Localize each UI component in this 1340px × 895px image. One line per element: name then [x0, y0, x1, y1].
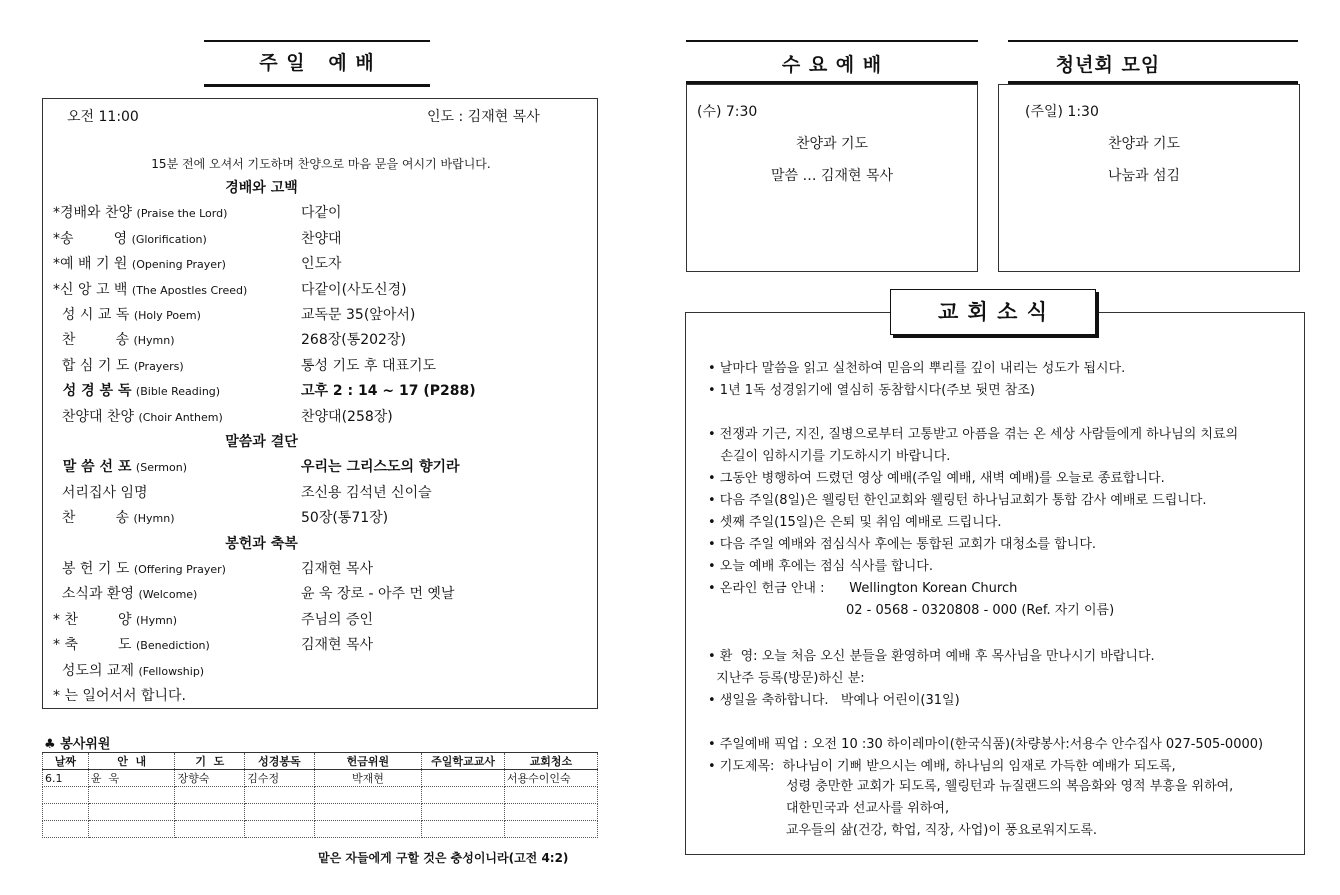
table-cell	[422, 770, 505, 787]
order-item-value: 통성 기도 후 대표기도	[301, 357, 437, 374]
table-cell	[88, 821, 175, 838]
volunteers-title: 봉사위원	[60, 737, 111, 752]
order-item	[53, 456, 593, 480]
table-cell: 서용수이인숙	[504, 770, 597, 787]
table-cell: 6.1	[43, 770, 89, 787]
table-row	[43, 821, 598, 838]
order-item-value: 고후 2 : 14 ~ 17 (P288)	[301, 383, 476, 400]
order-item-label: 봉 헌 기 도	[53, 561, 130, 577]
order-item-value: 50장(통71장)	[301, 510, 389, 527]
order-item-english: (Benediction)	[136, 639, 210, 653]
sunday-service-title: 주 일 예 배	[259, 52, 375, 74]
news-item: • 그동안 병행하여 드렸던 영상 예배(주일 예배, 새벽 예배)를 오늘로 종료합니다.	[708, 471, 1165, 486]
order-item-value: 교독문 35(앞아서)	[301, 307, 416, 323]
wednesday-line-1: 찬양과 기도	[795, 136, 869, 152]
table-header-row	[43, 753, 598, 770]
table-cell: 장향숙	[175, 770, 245, 787]
table-cell	[314, 804, 421, 821]
table-cell	[43, 821, 89, 838]
order-item-english: (Fellowship)	[138, 664, 205, 678]
order-item-value: 268장(통202장)	[301, 332, 406, 349]
order-item	[53, 279, 593, 303]
table-cell: 박재현	[314, 770, 421, 787]
table-header-cell: 기 도	[175, 753, 245, 770]
news-item: • 전쟁과 기근, 지진, 질병으로부터 고통받고 아픔을 겪는 온 세상 사람들에게 하나님의 치료의	[708, 427, 1239, 442]
order-item-label: *경배와 찬양	[53, 205, 133, 222]
order-item-label: * 축 도	[53, 637, 132, 654]
order-item-english: (Glorification)	[131, 232, 207, 246]
order-item	[53, 380, 593, 404]
news-item: 교우들의 삶(건강, 학업, 직장, 사업)이 풍요로워지도록.	[786, 823, 1098, 838]
table-row	[43, 770, 598, 787]
table-cell: 김수정	[245, 770, 314, 787]
order-item-english: (The Apostles Creed)	[131, 283, 248, 297]
news-item: • 다음 주일(8일)은 웰링턴 한인교회와 웰링턴 하나님교회가 통합 감사 예배로 드립니다.	[708, 493, 1207, 508]
table-cell	[422, 787, 505, 804]
table-row	[43, 787, 598, 804]
sunday-order-box	[42, 98, 598, 709]
order-item-english: (Praise the Lord)	[136, 207, 228, 221]
news-item: 02 - 0568 - 0320808 - 000 (Ref. 자기 이름)	[846, 603, 1115, 618]
order-item-value: 다같이	[301, 205, 342, 222]
table-cell	[43, 787, 89, 804]
order-item-value: 김재현 목사	[301, 637, 374, 654]
news-item: • 다음 주일 예배와 점심식사 후에는 통합된 교회가 대청소를 합니다.	[708, 537, 1097, 552]
news-item: • 기도제목: 하나님이 기뻐 받으시는 예배, 하나님의 임재로 가득한 예배가 되도록,	[708, 759, 1176, 774]
order-item-value: 윤 욱 장로 - 아주 먼 옛날	[301, 586, 455, 603]
order-item-value: 찬양대	[301, 230, 342, 247]
table-header-cell: 헌금위원	[314, 753, 421, 770]
order-of-worship	[43, 177, 599, 677]
order-item-english: (Choir Anthem)	[138, 410, 223, 424]
order-item-value: 다같이(사도신경)	[301, 281, 407, 298]
order-item	[53, 482, 593, 506]
table-cell	[175, 804, 245, 821]
table-header-cell: 교회청소	[504, 753, 597, 770]
youth-time: (주일) 1:30	[1025, 104, 1099, 120]
news-item: • 온라인 헌금 안내 : Wellington Korean Church	[708, 581, 1018, 596]
wednesday-time: (수) 7:30	[697, 104, 758, 120]
order-item	[53, 634, 593, 658]
table-cell	[88, 804, 175, 821]
table-cell	[314, 787, 421, 804]
news-item: • 생일을 축하합니다. 박예나 어린이(31일)	[708, 693, 960, 708]
order-item	[53, 355, 593, 379]
order-item-label: 합 심 기 도	[53, 357, 130, 374]
news-item: • 환 영: 오늘 처음 오신 분들을 환영하며 예배 후 목사님을 만나시기 바랍니다.	[708, 649, 1155, 664]
order-item-value: 김재현 목사	[301, 561, 374, 577]
sunday-title-rule-top	[204, 40, 430, 42]
news-item: • 셋째 주일(15일)은 은퇴 및 취임 예배로 드립니다.	[708, 515, 1002, 530]
table-cell	[504, 787, 597, 804]
order-item	[53, 558, 593, 582]
table-header-cell: 안 내	[88, 753, 175, 770]
table-cell	[422, 804, 505, 821]
church-news-box	[685, 312, 1305, 855]
order-item	[53, 304, 593, 328]
order-item	[53, 609, 593, 633]
news-item: 대한민국과 선교사를 위하여,	[786, 801, 950, 816]
church-news-title: 교 회 소 식	[937, 300, 1049, 324]
news-item: • 오늘 예배 후에는 점심 식사를 합니다.	[708, 559, 933, 574]
table-cell	[504, 804, 597, 821]
order-item	[53, 583, 593, 607]
news-item: • 주일예배 픽업 : 오전 10 :30 하이레마이(한국식품)(차량봉사:서용수 안수집사 027-505-0000)	[708, 737, 1264, 752]
news-title-frame	[890, 289, 1096, 335]
order-item-label: 찬양대 찬양	[53, 408, 134, 425]
table-header-cell: 성경봉독	[245, 753, 314, 770]
youth-title-rule-top	[1008, 40, 1298, 42]
table-cell	[422, 821, 505, 838]
news-item: 성령 충만한 교회가 되도록, 웰링턴과 뉴질랜드의 복음화와 영적 부흥을 위하여,	[786, 779, 1234, 794]
order-item-english: (Sermon)	[135, 461, 188, 475]
wednesday-line-2: 말씀 … 김재현 목사	[770, 168, 894, 184]
order-item-label: 성 경 봉 독	[53, 383, 132, 400]
order-item-label: 서리집사 임명	[53, 484, 148, 501]
volunteers-heading	[44, 733, 110, 752]
order-item-english: (Hymn)	[136, 613, 178, 627]
wednesday-title-rule-top	[686, 40, 978, 42]
order-item	[53, 406, 593, 430]
order-item-english: (Prayers)	[133, 359, 184, 373]
table-cell	[245, 821, 314, 838]
order-item-label: 찬 송	[53, 332, 130, 349]
club-icon: ♣	[44, 737, 56, 752]
order-item-english: (Opening Prayer)	[131, 258, 226, 272]
order-item-english: (Offering Prayer)	[133, 563, 226, 576]
table-cell	[314, 821, 421, 838]
table-cell	[245, 787, 314, 804]
order-item-english: (Hymn)	[133, 334, 175, 348]
section-title: 말씀과 결단	[225, 434, 298, 450]
order-item-value: 주님의 증인	[301, 611, 374, 628]
service-time: 오전 11:00	[67, 109, 139, 125]
news-item: • 1년 1독 성경읽기에 열심히 동참합시다(주보 뒷면 참조)	[708, 383, 1035, 398]
order-item-english: (Bible Reading)	[135, 385, 221, 399]
service-leader: 인도 : 김재현 목사	[427, 109, 540, 125]
order-item	[53, 329, 593, 353]
section-title: 봉헌과 축복	[225, 535, 298, 552]
order-item-label: 성 시 교 독	[53, 307, 130, 323]
closing-verse: 맡은 자들에게 구할 것은 충성이니라(고전 4:2)	[318, 851, 569, 865]
order-item-value: 인도자	[301, 256, 342, 273]
table-cell: 윤 욱	[88, 770, 175, 787]
table-cell	[88, 787, 175, 804]
youth-line-2: 나눔과 섬김	[1107, 168, 1181, 184]
volunteers-table	[42, 752, 598, 838]
sunday-title-rule-bottom	[204, 84, 430, 87]
youth-meeting-title: 청년회 모임	[1055, 54, 1161, 76]
news-item: 지난주 등록(방문)하신 분:	[708, 671, 865, 686]
wednesday-service-title: 수 요 예 배	[781, 54, 883, 76]
order-item-label: *신 앙 고 백	[53, 281, 128, 298]
table-cell	[175, 787, 245, 804]
youth-line-1: 찬양과 기도	[1107, 136, 1181, 152]
order-item-label: * 찬 양	[53, 611, 132, 628]
order-item-label: 찬 송	[53, 510, 130, 527]
order-item-value: 조신용 김석년 신이슬	[301, 484, 432, 501]
order-item-english: (Hymn)	[133, 512, 175, 526]
order-item	[53, 660, 593, 684]
order-item-english: (Welcome)	[138, 588, 198, 602]
stand-footnote: * 는 일어서서 합니다.	[53, 688, 186, 704]
order-item	[53, 253, 593, 277]
order-item	[53, 202, 593, 226]
order-item-label: 성도의 교제	[53, 662, 134, 679]
order-item-label: *예 배 기 원	[53, 256, 128, 273]
table-cell	[504, 821, 597, 838]
table-cell	[43, 804, 89, 821]
order-item-label: 말 씀 선 포	[53, 459, 132, 476]
table-cell	[245, 804, 314, 821]
order-item-value: 우리는 그리스도의 향기라	[301, 459, 460, 476]
order-item-label: 소식과 환영	[53, 586, 134, 603]
table-header-cell: 날짜	[43, 753, 89, 770]
table-row	[43, 804, 598, 821]
order-item	[53, 507, 593, 531]
table-header-cell: 주일학교교사	[422, 753, 505, 770]
table-cell	[175, 821, 245, 838]
order-item	[53, 228, 593, 252]
wednesday-box	[686, 84, 978, 272]
order-item-english: (Holy Poem)	[133, 309, 201, 322]
order-item-label: *송 영	[53, 230, 128, 247]
prayer-notice: 15분 전에 오셔서 기도하며 찬양으로 마음 문을 여시기 바랍니다.	[151, 157, 491, 171]
news-item: • 날마다 말씀을 읽고 실천하여 믿음의 뿌리를 깊이 내리는 성도가 됩시다.	[708, 361, 1126, 376]
section-title: 경배와 고백	[225, 180, 298, 196]
youth-box	[998, 84, 1300, 272]
news-item: 손길이 임하시기를 기도하시기 바랍니다.	[708, 449, 951, 464]
order-item-value: 찬양대(258장)	[301, 408, 393, 425]
